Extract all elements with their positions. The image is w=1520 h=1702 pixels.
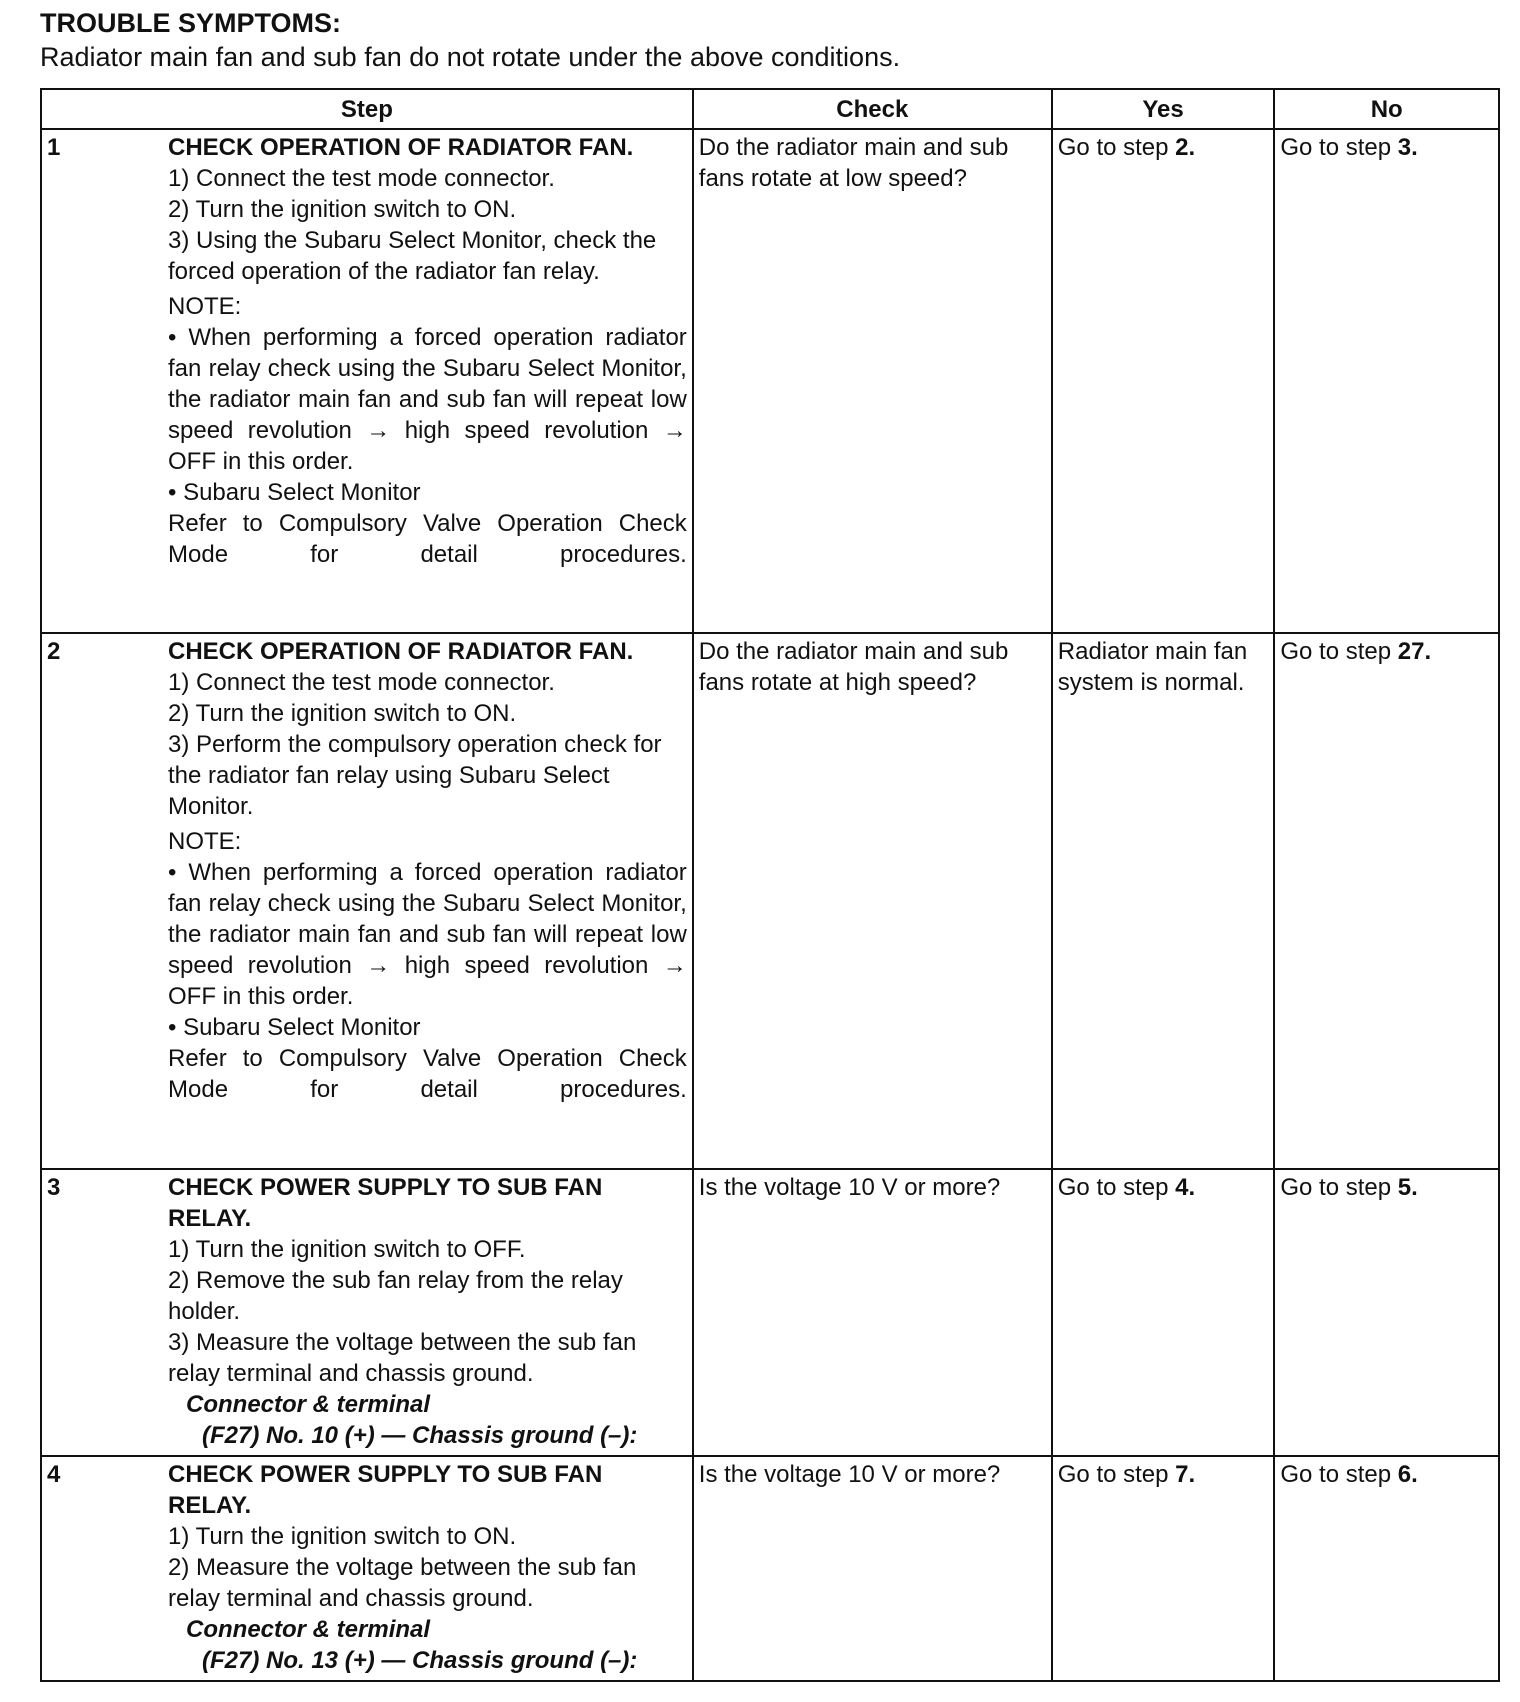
step-title: CHECK POWER SUPPLY TO SUB FAN RELAY. [168, 1174, 603, 1232]
yes-step-ref: 7. [1175, 1461, 1196, 1488]
step-instruction: 3) Perform the compulsory operation check for the radiator fan relay using Subaru Select Monitor. [168, 731, 662, 820]
check-cell: Do the radiator main and sub fans rotate at low speed? [693, 129, 1052, 633]
no-step-ref: 5. [1397, 1174, 1418, 1201]
step-number: 4 [47, 1461, 61, 1488]
note-text: • Subaru Select Monitor [168, 479, 421, 506]
table-row [41, 129, 1499, 633]
step-body [168, 636, 687, 1105]
step-instruction: 3) Using the Subaru Select Monitor, check the forced operation of the radiator fan relay. [168, 227, 657, 285]
no-cell [1274, 129, 1499, 633]
no-text: Go to step [1280, 1461, 1398, 1488]
yes-cell [1052, 1456, 1275, 1681]
step-instruction: 2) Turn the ignition switch to ON. [168, 196, 517, 223]
step-title: CHECK OPERATION OF RADIATOR FAN. [168, 134, 634, 161]
step-body [168, 1459, 687, 1676]
note-text: • Subaru Select Monitor [168, 1014, 421, 1041]
yes-cell [1052, 129, 1275, 633]
yes-cell: Radiator main fan system is normal. [1052, 633, 1275, 1169]
check-cell: Is the voltage 10 V or more? [693, 1456, 1052, 1681]
no-cell [1274, 633, 1499, 1169]
column-header-no: No [1274, 89, 1499, 129]
connector-label: Connector & terminal [186, 1391, 431, 1418]
no-cell [1274, 1169, 1499, 1456]
step-instruction: 2) Measure the voltage between the sub fan relay terminal and chassis ground. [168, 1554, 637, 1612]
symptom-description: Radiator main fan and sub fan do not rotate under the above conditions. [40, 42, 901, 72]
yes-text: Go to step [1057, 134, 1176, 161]
check-cell: Do the radiator main and sub fans rotate at high speed? [693, 633, 1052, 1169]
yes-step-ref: 2. [1175, 134, 1196, 161]
step-cell [41, 1456, 693, 1681]
table-row [41, 1169, 1499, 1456]
yes-step-ref: 4. [1175, 1174, 1196, 1201]
table-header-row [41, 89, 1499, 129]
step-cell [41, 129, 693, 633]
table-row [41, 633, 1499, 1169]
yes-text: Go to step [1057, 1461, 1176, 1488]
step-instruction: 1) Turn the ignition switch to OFF. [168, 1236, 526, 1263]
no-text: Go to step [1280, 1174, 1398, 1201]
note-text: • When performing a forced operation radiator fan relay check using the Subaru Select Monitor, the radiator main fan and sub fan will repeat low speed revolution → high speed revolution → OFF in this order. [168, 324, 687, 475]
no-step-ref: 27. [1397, 638, 1432, 665]
step-number: 3 [47, 1174, 61, 1201]
step-body [168, 1172, 687, 1451]
no-step-ref: 6. [1397, 1461, 1418, 1488]
document-page [40, 6, 1500, 1682]
note-reference: Refer to Compulsory Valve Operation Check Mode for detail procedures. [168, 510, 687, 568]
step-cell [41, 633, 693, 1169]
step-number: 2 [47, 638, 61, 665]
note-text: • When performing a forced operation radiator fan relay check using the Subaru Select Monitor, the radiator main fan and sub fan will repeat low speed revolution → high speed revolution → OFF in this order. [168, 859, 687, 1010]
check-cell: Is the voltage 10 V or more? [693, 1169, 1052, 1456]
connector-label: Connector & terminal [186, 1616, 431, 1643]
step-title: CHECK OPERATION OF RADIATOR FAN. [168, 638, 634, 665]
yes-text: Go to step [1057, 1174, 1176, 1201]
no-cell [1274, 1456, 1499, 1681]
column-header-check: Check [693, 89, 1052, 129]
step-instruction: 1) Turn the ignition switch to ON. [168, 1523, 517, 1550]
column-header-yes: Yes [1052, 89, 1275, 129]
yes-cell [1052, 1169, 1275, 1456]
step-instruction: 3) Measure the voltage between the sub fan relay terminal and chassis ground. [168, 1329, 637, 1387]
note-reference: Refer to Compulsory Valve Operation Check Mode for detail procedures. [168, 1045, 687, 1103]
column-header-step: Step [41, 89, 693, 129]
step-cell [41, 1169, 693, 1456]
no-text: Go to step [1280, 638, 1398, 665]
step-instruction: 1) Connect the test mode connector. [168, 669, 555, 696]
note-label: NOTE: [168, 828, 242, 855]
no-step-ref: 3. [1397, 134, 1418, 161]
page-title: TROUBLE SYMPTOMS: [40, 8, 342, 38]
table-row [41, 1456, 1499, 1681]
step-body [168, 132, 687, 570]
connector-terminal-value: (F27) No. 13 (+) — Chassis ground (–): [202, 1647, 638, 1674]
no-text: Go to step [1280, 134, 1398, 161]
step-title: CHECK POWER SUPPLY TO SUB FAN RELAY. [168, 1461, 603, 1519]
step-instruction: 2) Remove the sub fan relay from the relay holder. [168, 1267, 623, 1325]
step-instruction: 1) Connect the test mode connector. [168, 165, 555, 192]
step-number: 1 [47, 134, 61, 161]
note-label: NOTE: [168, 293, 242, 320]
connector-terminal-value: (F27) No. 10 (+) — Chassis ground (–): [202, 1422, 638, 1449]
step-instruction: 2) Turn the ignition switch to ON. [168, 700, 517, 727]
troubleshooting-table [40, 88, 1500, 1682]
